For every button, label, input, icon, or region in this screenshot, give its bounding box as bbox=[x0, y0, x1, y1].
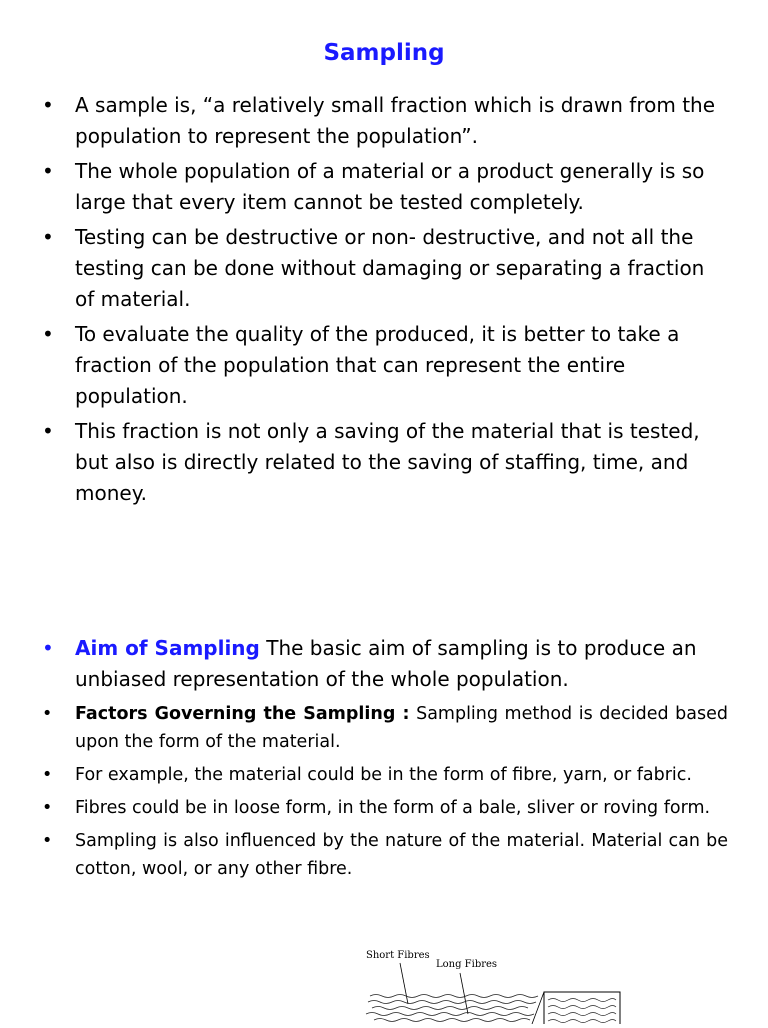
factors-text: Sampling method is decided based upon the form of the material. bbox=[75, 704, 728, 752]
list-item bbox=[0, 761, 768, 789]
bullet-text: A sample is, “a relatively small fraction which is drawn from the population to represent the population”. bbox=[75, 93, 716, 148]
bullet-icon: • bbox=[42, 831, 53, 851]
bullet-text: Testing can be destructive or non- destructive, and not all the testing can be done without damaging or separating a fraction of material. bbox=[75, 225, 705, 311]
bullet-text: This fraction is not only a saving of the material that is tested, but also is directly related to the saving of staffing, time, and money. bbox=[75, 419, 700, 505]
fibre-lines bbox=[366, 995, 538, 1022]
bullet-icon: • bbox=[42, 225, 54, 249]
bullet-text: The whole population of a material or a product generally is so large that every item cannot be tested completely. bbox=[75, 159, 705, 214]
bullet-icon: • bbox=[42, 322, 54, 346]
factors-heading: Factors Governing the Sampling : bbox=[75, 704, 410, 724]
bullet-icon: • bbox=[42, 93, 54, 117]
bullet-text: For example, the material could be in the form of fibre, yarn, or fabric. bbox=[75, 765, 692, 785]
bullet-text: To evaluate the quality of the produced, it is better to take a fraction of the population that can represent the entire population. bbox=[75, 322, 680, 408]
bullet-icon: • bbox=[42, 159, 54, 183]
list-item bbox=[0, 90, 768, 152]
bullet-icon: • bbox=[42, 636, 54, 660]
bullet-icon: • bbox=[42, 419, 54, 443]
bullet-icon: • bbox=[42, 765, 53, 785]
list-item bbox=[0, 416, 768, 509]
aim-text: The basic aim of sampling is to produce an unbiased representation of the whole population. bbox=[75, 636, 697, 691]
list-item-factors bbox=[0, 700, 768, 756]
long-fibres-label: Long Fibres bbox=[436, 959, 498, 970]
sample-box-fibres bbox=[548, 999, 616, 1023]
sampling-details-list bbox=[0, 633, 768, 888]
aim-heading: Aim of Sampling bbox=[75, 636, 260, 660]
list-item bbox=[0, 794, 768, 822]
short-fibres-pointer bbox=[400, 963, 408, 1004]
bullet-icon: • bbox=[42, 798, 53, 818]
list-item bbox=[0, 156, 768, 218]
list-item bbox=[0, 319, 768, 412]
list-item-aim bbox=[0, 633, 768, 695]
fibre-diagram bbox=[360, 948, 630, 1024]
list-item bbox=[0, 827, 768, 883]
intro-bullet-list bbox=[0, 90, 768, 513]
bullet-icon: • bbox=[42, 704, 53, 724]
short-fibres-label: Short Fibres bbox=[366, 950, 430, 961]
bullet-text: Sampling is also influenced by the nature of the material. Material can be cotton, wool, or any other fibre. bbox=[75, 831, 728, 879]
sample-box bbox=[544, 992, 620, 1024]
page-title: Sampling bbox=[323, 40, 445, 66]
long-fibres-pointer bbox=[460, 973, 468, 1014]
bullet-text: Fibres could be in loose form, in the form of a bale, sliver or roving form. bbox=[75, 798, 711, 818]
list-item bbox=[0, 222, 768, 315]
sample-box-pointer bbox=[532, 992, 544, 1024]
